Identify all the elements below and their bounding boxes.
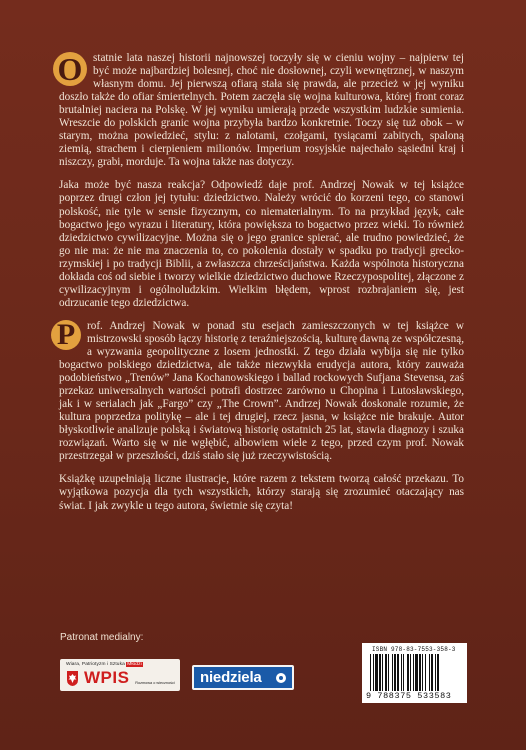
paragraph-1	[59, 52, 464, 169]
eagle-icon	[66, 671, 79, 686]
niedziela-emblem-icon	[276, 673, 286, 683]
dropcap-p: P	[51, 320, 81, 350]
media-patronage-label: Patronat medialny:	[60, 632, 144, 643]
wpis-wordmark: WPIS	[84, 668, 130, 687]
niedziela-wordmark: niedziela	[200, 669, 262, 686]
barcode-digits: 9 788375 533583	[366, 691, 452, 701]
paragraph-3	[56, 317, 464, 464]
isbn-barcode	[362, 643, 467, 703]
barcode-icon	[368, 654, 461, 691]
paragraph-2: Jaka może być nasza reakcja? Odpowiedź daje prof. Andrzej Nowak w tej książce poprzez drugi człon jej tytułu: dziedzictwo. Należy wrócić do korzeni tego, co stanowi polskość, nie tyle w sensie fizycznym, co niematerialnym. To na przykład język, całe bogactwo jego wyrazu i literatury, która powiększa to bogactwo przez wieki. To również dziedzictwo cywilizacyjne. Można się o jego granice spierać, ale trudno powiedzieć, że go nie ma: że nie ma znaczenia to, co pokolenia dostały w spadku po tradycji grecko-rzymskiej i po tradycji Biblii, a zwłaszcza chrześcijaństwa. Każda wspólnota historyczna dokłada coś od siebie i tworzy wielkie dziedzictwo duchowe Rzeczypospolitej, złączone z cywilizacyjnym i ogólnoludzkim. Wielkim błędem, wprost rozbrajaniem się, jest odrzucanie tego dziedzictwa.	[59, 179, 464, 309]
niedziela-logo	[192, 665, 294, 690]
wpis-tagline: Wiara, Patriotyzm i Sztuka Młodzi	[66, 662, 142, 667]
isbn-number: ISBN 978-83-7553-358-3	[372, 646, 456, 653]
wpis-subtitle: Rozmowa o wieczności	[135, 681, 175, 685]
paragraph-3-text: rof. Andrzej Nowak w ponad stu esejach zamieszczonych w tej książce w mistrzowski sposób łączy historię z teraźniejszością, kulturę dawną ze współczesną, a wyzwania geopolityczne z losem jednostki. Z tego działa wybija się nie tylko bogactwo polskiego dziedzictwa, ale także niezwykła erudycja autora, który zauważa podobieństwo „Trenów” Jana Kochanowskiego i ballad rockowych Sufjana Stevensa, zaś przekaz uniwersalnych wartości potrafi dostrzec zarówno u Chopina i Lutosławskiego, jak i w serialach jak „Fargo” czy „The Crown”. Andrzej Nowak doskonale rozumie, że kultura poprzedza politykę – ale i tej drugiej, rzecz jasna, w książce nie brakuje. Autor błyskotliwie analizuje polską i światową historię ostatnich 25 lat, stawia diagnozy i szuka rozwiązań. Warto się w nie wgłębić, albowiem wiele z tego, przed czym prof. Nowak przestrzegał w przeszłości, dziś stało się już rzeczywistością.	[59, 319, 464, 463]
wpis-logo	[60, 659, 180, 691]
paragraph-4: Książkę uzupełniają liczne ilustracje, które razem z tekstem tworzą całość przekazu. To wyjątkowa pozycja dla tych wszystkich, którzy starają się zrozumieć otaczający nas świat. I jak zwykle u tego autora, świetnie się czyta!	[59, 473, 464, 512]
paragraph-1-text: statnie lata naszej historii najnowszej toczyły się w cieniu wojny – najpierw tej być może najbardziej bolesnej, choć nie dosłownej, czyli wewnętrznej, w naszym własnym domu. Jej pierwszą ofiarą stała się prawda, ale przecież w jej wyniku doszło także do ofiar śmiertelnych. Potem zaczęła się wojna kulturowa, której front coraz brutalniej naciera na Polskę. W jej wyniku umierają przede wszystkim ludzkie sumienia. Wreszcie do polskich granic wojna przybyła bardzo konkretnie. Toczy się tuż obok – w starym, można powiedzieć, stylu: z nalotami, czołgami, tysiącami zabitych, spaloną ziemią, strachem i cierpieniem milionów. Imperium rosyjskie najechało sąsiedni kraj i niszczy, grabi, morduje. Ta wojna także nas dotyczy.	[59, 52, 464, 169]
dropcap-o: O	[53, 52, 87, 86]
blurb-text	[56, 51, 464, 523]
